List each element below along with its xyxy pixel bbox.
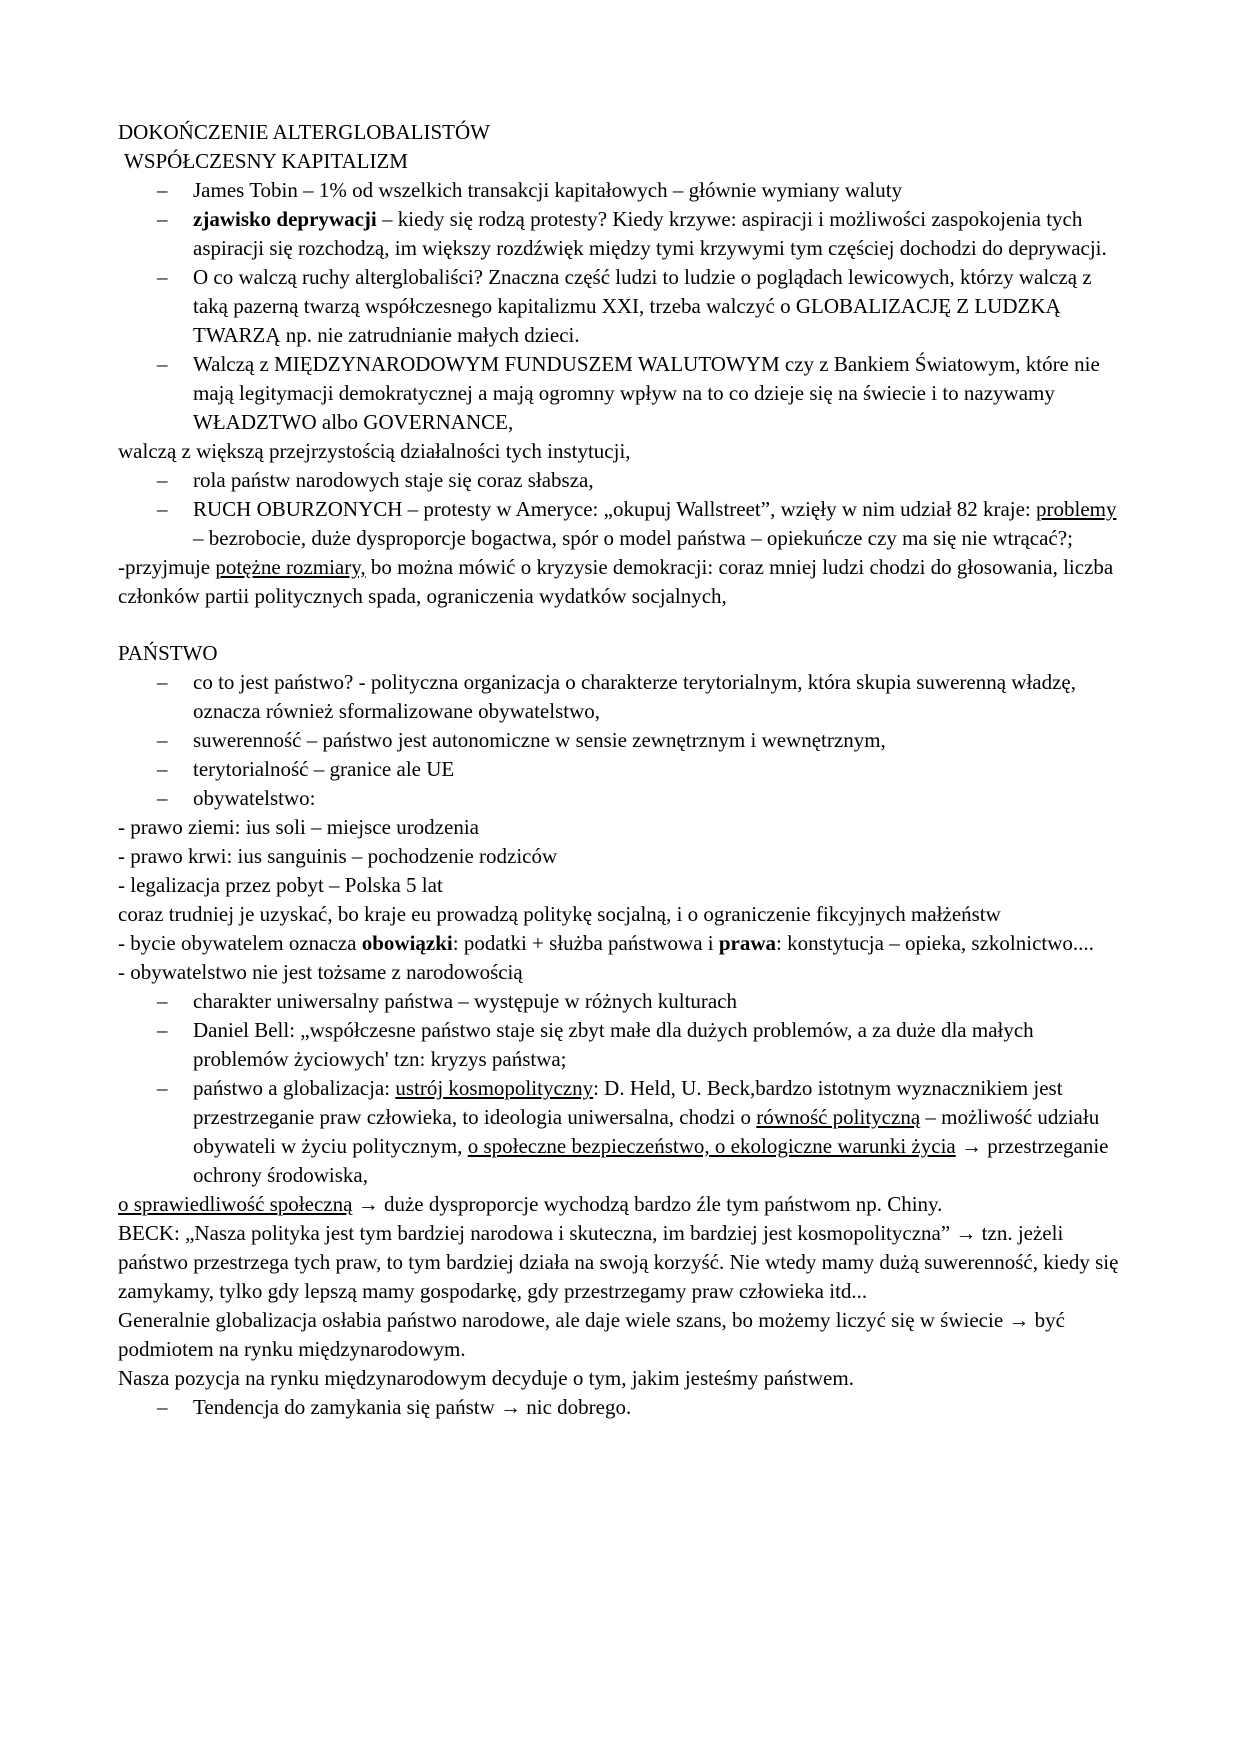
bullet-item: [118, 176, 1128, 205]
paragraph: [118, 553, 1128, 611]
bullet-item: [118, 755, 1128, 784]
paragraph: [118, 842, 1128, 871]
bullet-item: [118, 263, 1128, 350]
paragraph: [118, 147, 1128, 176]
text-segment: RUCH OBURZONYCH – protesty w Ameryce: „okupuj Wallstreet”, wzięły w nim udział 82 kraje:: [193, 497, 1037, 521]
bullet-text: [193, 352, 1100, 434]
text-segment: suwerenność – państwo jest autonomiczne w sensie zewnętrznym i wewnętrznym,: [193, 728, 886, 752]
dash-bullet-icon: –: [157, 989, 168, 1013]
document-body: [118, 118, 1128, 1422]
text-segment: – bezrobocie, duże dysproporcje bogactwa, spór o model państwa – opiekuńcze czy ma się nie wtrącać?;: [193, 526, 1073, 550]
paragraph: [118, 929, 1128, 958]
bullet-text: [193, 468, 594, 492]
text-segment: - prawo krwi: ius sanguinis – pochodzenie rodziców: [118, 844, 558, 868]
text-segment: Tendencja do zamykania się państw → nic dobrego.: [193, 1395, 632, 1419]
text-segment: – kiedy się rodzą protesty? Kiedy krzywe: aspiracji i możliwości zaspokojenia tych aspiracji się rozchodzą, im większy rozdźwięk między tymi krzywymi tym częściej dochodzi do deprywacji.: [193, 207, 1107, 260]
dash-bullet-icon: –: [157, 207, 168, 231]
bullet-text: [193, 757, 454, 781]
text-segment: - prawo ziemi: ius soli – miejsce urodzenia: [118, 815, 479, 839]
text-segment: : konstytucja – opieka, szkolnictwo....: [776, 931, 1094, 955]
dash-bullet-icon: –: [157, 1395, 168, 1419]
bullet-item: [118, 350, 1128, 437]
text-segment: -przyjmuje: [118, 555, 216, 579]
text-segment: rola państw narodowych staje się coraz słabsza,: [193, 468, 594, 492]
paragraph: [118, 437, 1128, 466]
text-segment: O co walczą ruchy alterglobaliści? Znaczna część ludzi to ludzie o poglądach lewicowych, którzy walczą z taką pazerną twarzą współczesnego kapitalizmu XXI, trzeba walczyć o GLOBALIZACJĘ Z LUDZKĄ TWARZĄ np. nie zatrudnianie małych dzieci.: [193, 265, 1092, 347]
bullet-item: [118, 495, 1128, 553]
text-segment: DOKOŃCZENIE ALTERGLOBALISTÓW: [118, 120, 490, 144]
dash-bullet-icon: –: [157, 1018, 168, 1042]
text-segment: bo można mówić o kryzysie demokracji: coraz mniej ludzi chodzi do głosowania, liczba członków partii politycznych spada, ograniczenia wydatków socjalnych,: [118, 555, 1114, 608]
text-segment: charakter uniwersalny państwa – występuje w różnych kulturach: [193, 989, 738, 1013]
paragraph: [118, 1190, 1128, 1219]
underlined-term: problemy: [1036, 497, 1117, 521]
dash-bullet-icon: –: [157, 352, 168, 376]
bullet-text: [193, 1395, 631, 1419]
text-segment: BECK: „Nasza polityka jest tym bardziej narodowa i skuteczna, im bardziej jest kosmopolityczna” → tzn. jeżeli państwo przestrzega tych praw, to tym bardziej działa na swoją korzyść. Nie wtedy mamy dużą suwerenność, kiedy się zamykamy, tylko gdy lepszą mamy gospodarkę, gdy przestrzegamy praw człowieka itd...: [118, 1221, 1119, 1303]
bullet-item: [118, 205, 1128, 263]
bullet-text: [193, 1018, 1034, 1071]
blank-line: [118, 611, 1128, 639]
text-segment: coraz trudniej je uzyskać, bo kraje eu prowadzą politykę socjalną, i o ograniczenie fikcyjnych małżeństw: [118, 902, 1001, 926]
text-segment: co to jest państwo? - polityczna organizacja o charakterze terytorialnym, która skupia suwerenną władzę, oznacza również sformalizowane obywatelstwo,: [193, 670, 1077, 723]
text-segment: walczą z większą przejrzystością działalności tych instytucji,: [118, 439, 631, 463]
dash-bullet-icon: –: [157, 1076, 168, 1100]
bold-term: prawa: [718, 931, 777, 955]
bullet-item: [118, 726, 1128, 755]
dash-bullet-icon: –: [157, 670, 168, 694]
text-segment: → przestrzeganie ochrony środowiska,: [193, 1134, 1109, 1187]
text-segment: PAŃSTWO: [118, 641, 218, 665]
bullet-item: [118, 1393, 1128, 1422]
text-segment: WSPÓŁCZESNY KAPITALIZM: [124, 149, 408, 173]
text-segment: → duże dysproporcje wychodzą bardzo źle tym państwom np. Chiny.: [352, 1192, 943, 1216]
dash-bullet-icon: –: [157, 757, 168, 781]
text-segment: James Tobin – 1% od wszelkich transakcji kapitałowych – głównie wymiany waluty: [193, 178, 903, 202]
bullet-text: [193, 786, 315, 810]
bullet-text: [193, 178, 902, 202]
dash-bullet-icon: –: [157, 786, 168, 810]
bullet-item: [118, 1074, 1128, 1190]
bold-term: obowiązki: [361, 931, 453, 955]
text-segment: - legalizacja przez pobyt – Polska 5 lat: [118, 873, 443, 897]
paragraph: [118, 639, 1128, 668]
text-segment: - obywatelstwo nie jest tożsame z narodowością: [118, 960, 523, 984]
bullet-text: [193, 728, 886, 752]
bullet-text: [193, 497, 1117, 550]
bullet-item: [118, 1016, 1128, 1074]
text-segment: Walczą z MIĘDZYNARODOWYM FUNDUSZEM WALUTOWYM czy z Bankiem Światowym, które nie mają legitymacji demokratycznej a mają ogromny wpływ na to co dzieje się na świecie i to nazywamy WŁADZTWO albo GOVERNANCE,: [193, 352, 1100, 434]
underlined-term: o sprawiedliwość społeczną: [118, 1192, 353, 1216]
text-segment: terytorialność – granice ale UE: [193, 757, 455, 781]
bullet-text: [193, 989, 737, 1013]
paragraph: [118, 900, 1128, 929]
text-segment: Generalnie globalizacja osłabia państwo narodowe, ale daje wiele szans, bo możemy liczyć się w świecie → być podmiotem na rynku międzynarodowym.: [118, 1308, 1065, 1361]
bullet-text: [193, 265, 1092, 347]
underlined-term: o społeczne bezpieczeństwo, o ekologiczne warunki życia: [467, 1134, 956, 1158]
bullet-item: [118, 784, 1128, 813]
dash-bullet-icon: –: [157, 497, 168, 521]
paragraph: [118, 958, 1128, 987]
paragraph: [118, 1306, 1128, 1364]
paragraph: [118, 813, 1128, 842]
bullet-text: [193, 670, 1076, 723]
bullet-item: [118, 987, 1128, 1016]
text-segment: obywatelstwo:: [193, 786, 316, 810]
bullet-item: [118, 466, 1128, 495]
text-segment: : D. Held, U. Beck,bardzo istotnym wyznacznikiem jest przestrzeganie praw człowieka, to ideologia uniwersalna, chodzi o: [193, 1076, 1063, 1129]
dash-bullet-icon: –: [157, 468, 168, 492]
text-segment: : podatki + służba państwowa i: [452, 931, 719, 955]
paragraph: [118, 1364, 1128, 1393]
text-segment: Nasza pozycja na rynku międzynarodowym decyduje o tym, jakim jesteśmy państwem.: [118, 1366, 854, 1390]
text-segment: państwo a globalizacja:: [193, 1076, 396, 1100]
paragraph: [118, 871, 1128, 900]
dash-bullet-icon: –: [157, 728, 168, 752]
text-segment: Daniel Bell: „współczesne państwo staje się zbyt małe dla dużych problemów, a za duże dla małych problemów życiowych' tzn: kryzys państwa;: [193, 1018, 1034, 1071]
dash-bullet-icon: –: [157, 265, 168, 289]
bullet-item: [118, 668, 1128, 726]
underlined-term: równość polityczną: [756, 1105, 921, 1129]
text-segment: – możliwość udziału obywateli w życiu politycznym,: [193, 1105, 1100, 1158]
bold-term: zjawisko deprywacji: [193, 207, 377, 231]
underlined-term: potężne rozmiary,: [215, 555, 366, 579]
text-segment: - bycie obywatelem oznacza: [118, 931, 362, 955]
dash-bullet-icon: –: [157, 178, 168, 202]
paragraph: [118, 118, 1128, 147]
underlined-term: ustrój kosmopolityczny: [395, 1076, 594, 1100]
bullet-text: [193, 1076, 1109, 1187]
paragraph: [118, 1219, 1128, 1306]
bullet-text: [193, 207, 1107, 260]
